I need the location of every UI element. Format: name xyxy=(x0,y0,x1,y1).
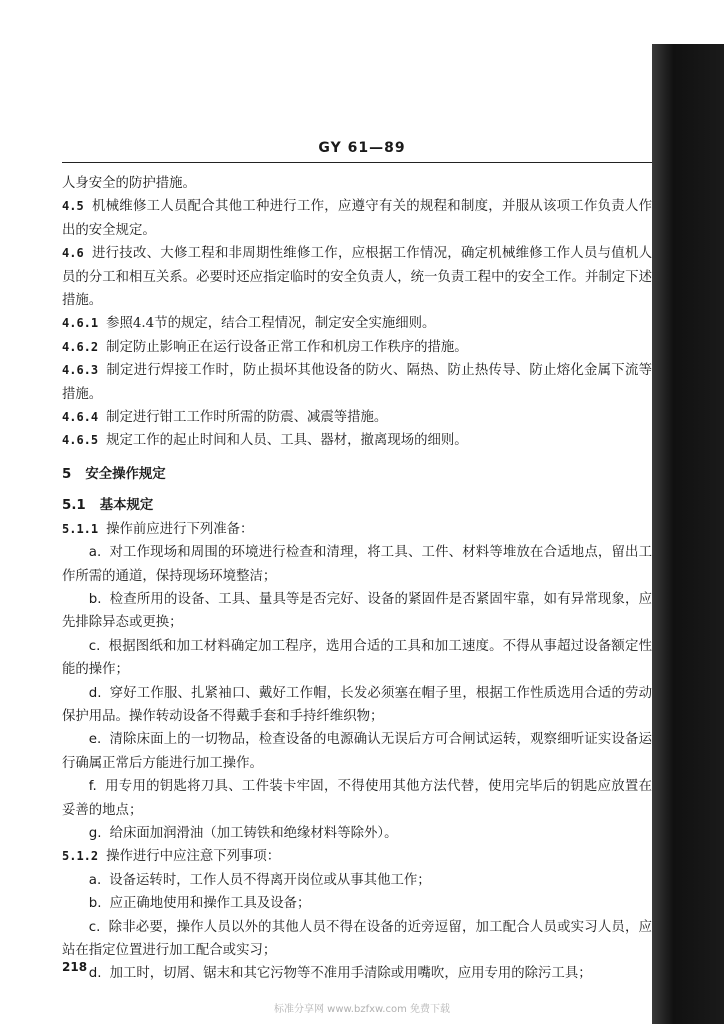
clause-number: 4.6.5 xyxy=(62,433,99,448)
item-text: 穿好工作服、扎紧袖口、戴好工作帽，长发必须塞在帽子里，根据工作性质选用合适的劳动保护用品。操作转动设备不得戴手套和手持纤维织物； xyxy=(62,685,652,724)
item-letter: b. xyxy=(88,591,102,607)
item-letter: e. xyxy=(88,732,102,748)
clause-text: 规定工作的起止时间和人员、工具、器材，撤离现场的细则。 xyxy=(106,433,468,449)
clause-number: 5.1.2 xyxy=(62,849,99,864)
scan-edge-shadow xyxy=(652,44,724,1024)
clause-text: 机械维修工人员配合其他工种进行工作，应遵守有关的规程和制度，并服从该项工作负责人作出的安全规定。 xyxy=(62,199,652,238)
clause-number: 4.6 xyxy=(62,246,84,261)
item-text: 检查所用的设备、工具、量具等是否完好、设备的紧固件是否紧固牢靠，如有异常现象，应先排除异态或更换； xyxy=(62,591,652,631)
item-text: 加工时，切屑、锯末和其它污物等不准用手清除或用嘴吹，应用专用的除污工具； xyxy=(109,966,592,982)
clause-number: 4.6.1 xyxy=(62,316,99,331)
clause-4-6-1 xyxy=(62,312,652,335)
item-text: 对工作现场和周围的环境进行检查和清理，将工具、工件、材料等堆放在合适地点，留出工作所需的通道，保持现场环境整洁； xyxy=(62,545,652,584)
clause-4-6 xyxy=(62,242,652,312)
item-text: 除非必要，操作人员以外的其他人员不得在设备的近旁逗留，加工配合人员或实习人员，应站在指定位置进行加工配合或实习； xyxy=(62,919,652,958)
clause-4-6-5 xyxy=(62,429,652,452)
clause-text: 操作前应进行下列准备： xyxy=(106,521,254,537)
item-text: 给床面加润滑油（加工铸铁和绝缘材料等除外）。 xyxy=(109,825,398,841)
page-number: 218 xyxy=(62,960,88,974)
list-item-c xyxy=(62,635,652,682)
clause-5-1-1 xyxy=(62,518,652,541)
section-title-text: 安全操作规定 xyxy=(85,466,166,482)
clause-number: 5.1.1 xyxy=(62,521,99,536)
clause-4-6-4 xyxy=(62,406,652,429)
list-item-d xyxy=(62,962,652,985)
document-body xyxy=(62,172,652,986)
list-item-a xyxy=(62,541,652,588)
item-text: 用专用的钥匙将刀具、工件装卡牢固，不得使用其他方法代替，使用完毕后的钥匙应放置在妥善的地点； xyxy=(62,779,652,818)
clause-text: 操作进行中应注意下列事项： xyxy=(106,849,281,865)
item-letter: b. xyxy=(88,896,102,912)
list-item-g xyxy=(62,822,652,845)
item-text: 根据图纸和加工材料确定加工程序，选用合适的工具和加工速度。不得从事超过设备额定性能的操作； xyxy=(62,638,652,678)
list-item-f xyxy=(62,775,652,822)
clause-number: 4.6.2 xyxy=(62,339,99,354)
item-letter: d. xyxy=(88,966,102,982)
clause-4-6-3 xyxy=(62,359,652,406)
list-item-d xyxy=(62,682,652,729)
item-letter: f. xyxy=(88,779,97,795)
item-letter: c. xyxy=(88,638,101,654)
section-5-title xyxy=(62,463,652,486)
item-letter: a. xyxy=(88,545,102,561)
clause-text: 进行技改、大修工程和非周期性维修工作，应根据工作情况，确定机械维修工作人员与值机人员的分工和相互关系。必要时还应指定临时的安全负责人，统一负责工程中的安全工作。并制定下述措施。 xyxy=(62,246,652,309)
paragraph-continuation: 人身安全的防护措施。 xyxy=(62,176,196,191)
item-text: 应正确地使用和操作工具及设备； xyxy=(109,896,311,912)
item-text: 清除床面上的一切物品，检查设备的电源确认无误后方可合闸试运转，观察细听证实设备运行确属正常后方能进行加工操作。 xyxy=(62,732,652,771)
list-item-b xyxy=(62,588,652,635)
clause-number: 4.5 xyxy=(62,199,84,214)
page-header: GY 61—89 xyxy=(318,140,406,156)
list-item-a xyxy=(62,869,652,892)
item-letter: d. xyxy=(88,685,102,701)
clause-4-6-2 xyxy=(62,336,652,359)
list-item-b xyxy=(62,892,652,915)
clause-number: 4.6.4 xyxy=(62,410,99,425)
list-item-e xyxy=(62,728,652,775)
section-title-text: 基本规定 xyxy=(99,498,154,514)
clause-text: 制定防止影响正在运行设备正常工作和机房工作秩序的措施。 xyxy=(106,339,468,355)
clause-5-1-2 xyxy=(62,845,652,868)
section-number: 5 xyxy=(62,466,72,482)
clause-text: 参照4.4节的规定，结合工程情况，制定安全实施细则。 xyxy=(106,316,436,332)
item-text: 设备运转时，工作人员不得离开岗位或从事其他工作； xyxy=(109,872,431,888)
header-rule xyxy=(62,162,652,163)
watermark: 标准分享网 www.bzfxw.com 免费下载 xyxy=(274,1004,450,1015)
item-letter: g. xyxy=(88,825,102,841)
section-5-1-title xyxy=(62,494,652,517)
section-number: 5.1 xyxy=(62,498,86,514)
clause-number: 4.6.3 xyxy=(62,363,99,378)
clause-4-5 xyxy=(62,195,652,242)
clause-text: 制定进行焊接工作时，防止损坏其他设备的防火、隔热、防止热传导、防止熔化金属下流等措施。 xyxy=(62,363,652,402)
item-letter: c. xyxy=(88,919,101,935)
list-item-c xyxy=(62,916,652,963)
clause-text: 制定进行钳工工作时所需的防震、减震等措施。 xyxy=(106,410,388,426)
item-letter: a. xyxy=(88,872,102,888)
